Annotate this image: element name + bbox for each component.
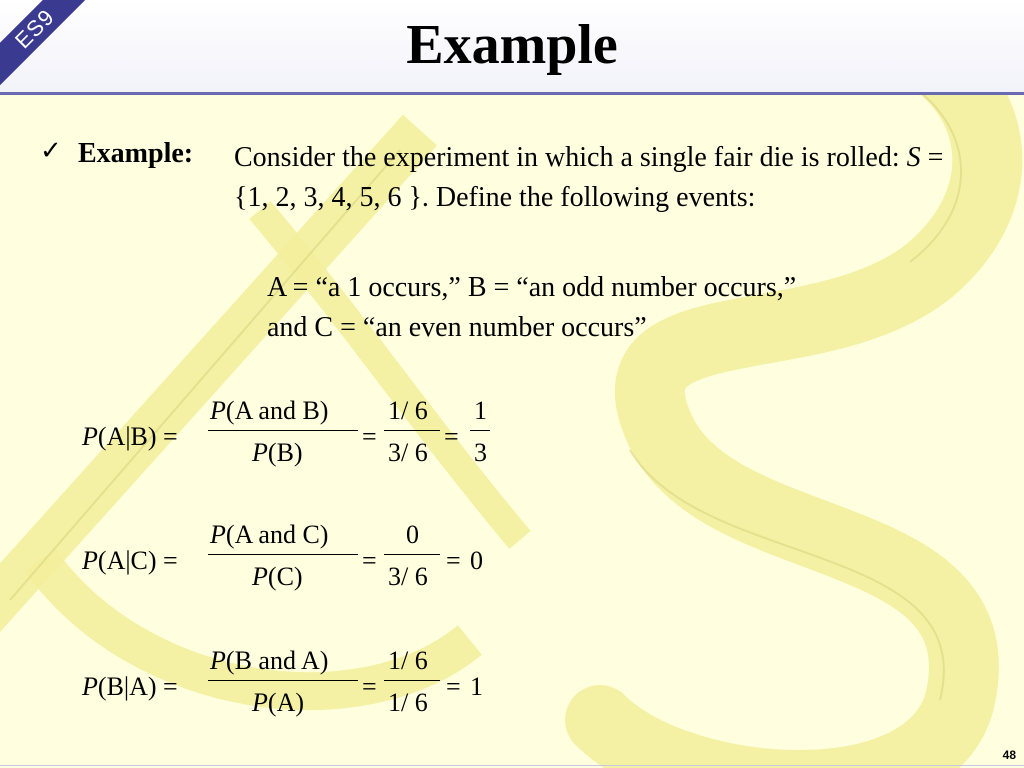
- example-label: Example:: [78, 138, 194, 169]
- fraction-denominator: 1/ 6: [388, 688, 428, 717]
- fraction-bar: [470, 430, 490, 431]
- checkmark-icon: ✓: [40, 136, 62, 166]
- formula-b-given-a: [82, 642, 542, 732]
- fraction-bar: [208, 680, 358, 681]
- events-line-2: and C = “an even number occurs”: [267, 312, 647, 343]
- formula-a-given-c: [82, 516, 542, 606]
- footer-rule: [0, 765, 1024, 766]
- numerator-event: P(A and C): [210, 520, 329, 549]
- result-denominator: 3: [474, 438, 487, 467]
- fraction-bar: [384, 430, 440, 431]
- intro-paragraph: [234, 138, 974, 218]
- fraction-denominator: 3/ 6: [388, 438, 428, 467]
- fraction-bar: [208, 554, 358, 555]
- intro-text-2: = {1, 2, 3, 4, 5, 6 }. Define the following events:: [234, 142, 944, 213]
- equals-sign: =: [362, 546, 377, 575]
- numerator-event: P(A and B): [210, 396, 329, 425]
- fraction-numerator: 1/ 6: [388, 646, 428, 675]
- formula-lhs: P(B|A) =: [82, 672, 178, 701]
- slide-title: Example: [406, 14, 618, 76]
- equals-sign: =: [362, 422, 377, 451]
- formula-lhs: P(A|C) =: [82, 546, 178, 575]
- formula-lhs: P(A|B) =: [82, 422, 178, 451]
- equals-sign: =: [444, 422, 459, 451]
- denominator-event: P(C): [252, 562, 303, 591]
- fraction-denominator: 3/ 6: [388, 562, 428, 591]
- equals-sign: =: [446, 546, 461, 575]
- equals-sign: =: [446, 672, 461, 701]
- result-value: 1: [470, 672, 483, 701]
- slide-number: 48: [1002, 748, 1016, 762]
- denominator-event: P(B): [252, 438, 303, 467]
- formula-a-given-b: [82, 392, 542, 482]
- events-definition: [267, 268, 967, 348]
- intro-text-1: Consider the experiment in which a single fair die is rolled:: [234, 142, 907, 173]
- sample-space-symbol: S: [906, 142, 921, 173]
- fraction-bar: [384, 680, 440, 681]
- fraction-numerator: 0: [406, 520, 419, 549]
- fraction-bar: [384, 554, 440, 555]
- fraction-bar: [208, 430, 358, 431]
- events-line-1: A = “a 1 occurs,” B = “an odd number occurs,”: [267, 272, 797, 303]
- equals-sign: =: [362, 672, 377, 701]
- es9-badge: ES9: [0, 0, 99, 93]
- result-numerator: 1: [474, 396, 487, 425]
- denominator-event: P(A): [252, 688, 305, 717]
- result-value: 0: [470, 546, 483, 575]
- fraction-numerator: 1/ 6: [388, 396, 428, 425]
- numerator-event: P(B and A): [210, 646, 329, 675]
